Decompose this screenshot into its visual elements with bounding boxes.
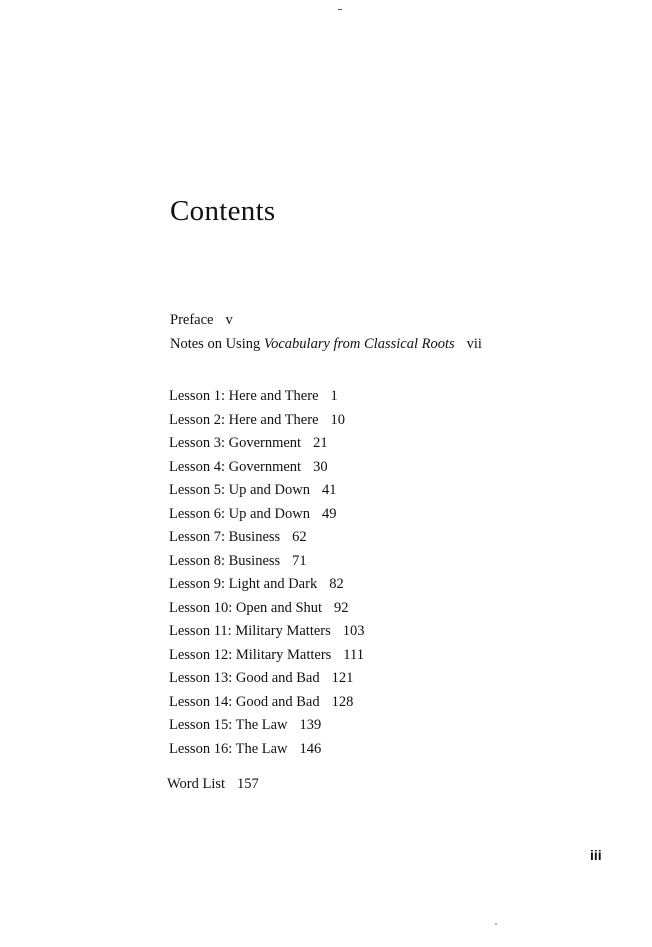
toc-entry-lesson[interactable]: [169, 715, 365, 739]
toc-entry-lesson[interactable]: [169, 457, 365, 481]
toc-entry-label: Lesson 8: Business: [169, 552, 281, 569]
toc-entry-page: 62: [292, 529, 307, 545]
toc-entry-lesson[interactable]: [169, 480, 365, 504]
toc-entry-label: Lesson 10: Open and Shut: [169, 599, 323, 616]
toc-entry-lesson[interactable]: [169, 645, 365, 669]
toc-entry-page: 103: [342, 623, 365, 639]
toc-entry-label: Lesson 15: The Law: [169, 717, 288, 733]
toc-entry-label: Lesson 2: Here and There: [169, 411, 319, 428]
toc-entry-page: 157: [237, 776, 259, 792]
toc-entry-page: vii: [466, 335, 482, 352]
toc-entry-page: 139: [299, 717, 322, 733]
toc-entry-page: 82: [329, 576, 344, 592]
toc-entry-label: Lesson 11: Military Matters: [169, 623, 331, 639]
toc-entry-lesson[interactable]: [169, 527, 365, 551]
toc-entry-lesson[interactable]: [169, 739, 365, 763]
toc-entry-notes[interactable]: [170, 334, 482, 358]
toc-entry-label: Lesson 9: Light and Dark: [169, 576, 318, 592]
toc-entry-lesson[interactable]: [169, 598, 365, 622]
page-number: iii: [590, 847, 602, 863]
toc-entry-label: Lesson 16: The Law: [169, 740, 288, 757]
toc-entry-lesson[interactable]: [169, 551, 365, 575]
toc-entry-label: Lesson 13: Good and Bad: [169, 670, 320, 686]
toc-entry-lesson[interactable]: [169, 668, 365, 692]
toc-entry-label: Lesson 12: Military Matters: [169, 646, 332, 663]
toc-entry-page: 92: [334, 599, 349, 616]
toc-entry-page: 41: [321, 482, 337, 498]
scan-speck: [338, 9, 342, 10]
toc-entry-lesson[interactable]: [169, 692, 365, 716]
toc-entry-label: Lesson 4: Government: [169, 458, 302, 475]
toc-entry-lesson[interactable]: [169, 621, 365, 645]
toc-entry-page: 146: [299, 740, 322, 757]
toc-entry-lesson[interactable]: [169, 433, 365, 457]
toc-entry-page: 121: [331, 670, 354, 686]
toc-entry-label: Preface: [170, 312, 214, 328]
toc-entry-label: Lesson 3: Government: [169, 435, 302, 451]
toc-entry-lesson[interactable]: [169, 574, 365, 598]
toc-entry-word-list[interactable]: [167, 774, 259, 798]
lessons-list: [169, 386, 365, 762]
toc-entry-lesson[interactable]: [169, 386, 365, 410]
toc-entry-page: 1: [330, 388, 338, 404]
toc-entry-page: 49: [321, 505, 337, 522]
toc-entry-page: v: [225, 312, 233, 328]
toc-entry-label: Lesson 1: Here and There: [169, 388, 319, 404]
toc-entry-page: 10: [330, 411, 346, 428]
toc-entry-label-prefix: Notes on Using: [170, 335, 264, 352]
toc-entry-label: Lesson 14: Good and Bad: [169, 693, 320, 710]
scan-speck: [495, 923, 497, 925]
front-matter-list: [170, 310, 482, 357]
toc-entry-page: 30: [313, 458, 328, 475]
toc-entry-label: Lesson 5: Up and Down: [169, 482, 310, 498]
toc-entry-lesson[interactable]: [169, 410, 365, 434]
toc-entry-page: 71: [292, 552, 307, 569]
toc-entry-book-title: Vocabulary from Classical Roots: [263, 335, 455, 352]
page-title: Contents: [170, 195, 276, 227]
toc-entry-page: 128: [331, 693, 354, 710]
toc-entry-preface[interactable]: [170, 310, 482, 334]
toc-entry-page: 21: [313, 435, 328, 451]
toc-entry-label: Word List: [167, 776, 226, 792]
toc-entry-page: 111: [343, 646, 364, 663]
toc-entry-label: Lesson 6: Up and Down: [169, 505, 310, 522]
toc-entry-label: Lesson 7: Business: [169, 529, 281, 545]
word-list-section: [167, 774, 259, 798]
toc-entry-lesson[interactable]: [169, 504, 365, 528]
